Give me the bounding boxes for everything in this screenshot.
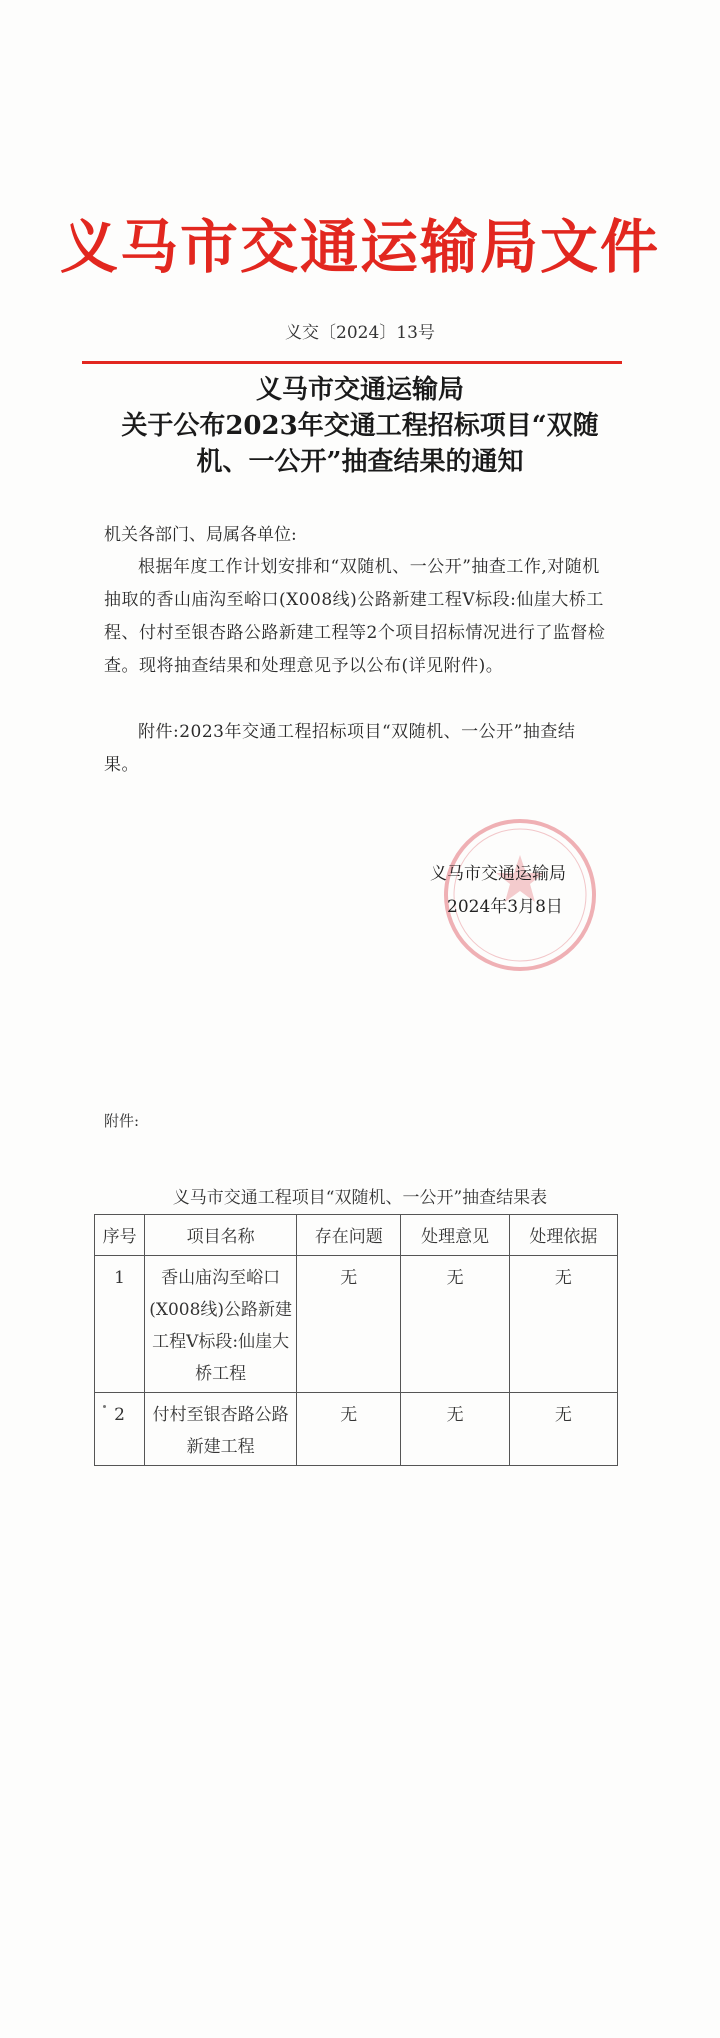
body-paragraph: 根据年度工作计划安排和“双随机、一公开”抽查工作,对随机抽取的香山庙沟至峪口(X008线)公路新建工程Ⅴ标段:仙崖大桥工程、付村至银杏路公路新建工程等2个项目招标情况进行了监督检查。现将抽查结果和处理意见予以公布(详见附件)。 — [104, 557, 606, 676]
table-row — [95, 1256, 618, 1393]
column-header-opinion: 处理意见 — [401, 1215, 509, 1256]
cell-number: 2 — [95, 1393, 145, 1466]
notice-title-line-1: 义马市交通运输局 — [255, 375, 464, 405]
column-header-basis: 处理依据 — [509, 1215, 617, 1256]
cell-basis: 无 — [509, 1393, 617, 1466]
signature-date: 2024年3月8日 — [447, 897, 563, 917]
document-header-title: 义马市交通运输局文件 — [59, 213, 660, 281]
notice-title-line-2: 关于公布2023年交通工程招标项目“双随 — [121, 411, 599, 441]
column-header-problems: 存在问题 — [297, 1215, 401, 1256]
notice-title-line-3: 机、一公开”抽查结果的通知 — [196, 447, 524, 477]
cell-problem: 无 — [297, 1393, 401, 1466]
result-table — [94, 1214, 618, 1466]
cell-project-name: 付村至银杏路公路新建工程 — [145, 1393, 297, 1466]
column-header-number: 序号 — [95, 1215, 145, 1256]
scan-speck — [103, 1405, 106, 1408]
red-divider-line — [82, 361, 622, 364]
annex-label: 附件: — [104, 1112, 140, 1130]
salutation: 机关各部门、局属各单位: — [104, 525, 297, 545]
signature-organization: 义马市交通运输局 — [430, 864, 566, 884]
cell-basis: 无 — [509, 1256, 617, 1393]
cell-project-name: 香山庙沟至峪口(X008线)公路新建工程Ⅴ标段:仙崖大桥工程 — [145, 1256, 297, 1393]
cell-opinion: 无 — [401, 1393, 509, 1466]
attachment-note: 附件:2023年交通工程招标项目“双随机、一公开”抽查结果。 — [104, 722, 576, 775]
cell-problem: 无 — [297, 1256, 401, 1393]
column-header-project-name: 项目名称 — [145, 1215, 297, 1256]
notice-title — [60, 372, 660, 480]
table-header-row — [95, 1215, 618, 1256]
table-row — [95, 1393, 618, 1466]
document-number: 义交〔2024〕13号 — [285, 323, 435, 343]
result-table-title: 义马市交通工程项目“双随机、一公开”抽查结果表 — [172, 1188, 548, 1208]
cell-number: 1 — [95, 1256, 145, 1393]
cell-opinion: 无 — [401, 1256, 509, 1393]
